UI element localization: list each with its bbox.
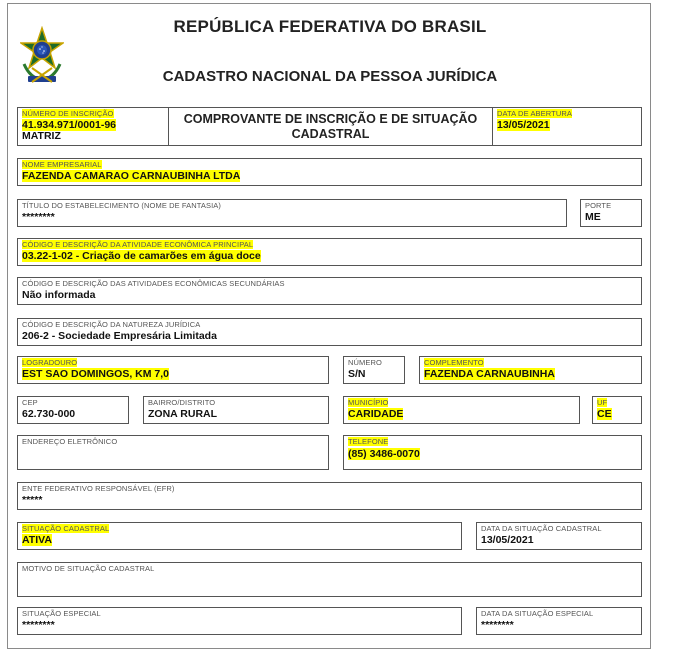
email-label: ENDEREÇO ELETRÔNICO [22, 437, 118, 446]
telefone-field [343, 435, 642, 470]
natureza-juridica-label: CÓDIGO E DESCRIÇÃO DA NATUREZA JURÍDICA [22, 320, 201, 329]
bairro-field [143, 396, 329, 424]
atividades-secundarias-label: CÓDIGO E DESCRIÇÃO DAS ATIVIDADES ECONÔMICAS SECUNDÁRIAS [22, 279, 285, 288]
abertura-value: 13/05/2021 [497, 119, 550, 131]
situacao-especial-label: SITUAÇÃO ESPECIAL [22, 609, 101, 618]
inscricao-label: NÚMERO DE INSCRIÇÃO [22, 109, 114, 118]
situacao-cadastral-field [17, 522, 462, 550]
porte-label: PORTE [585, 201, 612, 210]
comprovante-title [169, 112, 492, 142]
motivo-situacao-label: MOTIVO DE SITUAÇÃO CADASTRAL [22, 564, 155, 573]
efr-field [17, 482, 642, 510]
numero-field [343, 356, 405, 384]
logradouro-label: LOGRADOURO [22, 358, 78, 367]
email-field [17, 435, 329, 470]
inscricao-field [17, 107, 169, 146]
nome-empresarial-value: FAZENDA CAMARAO CARNAUBINHA LTDA [22, 170, 241, 182]
situacao-cadastral-label: SITUAÇÃO CADASTRAL [22, 524, 110, 533]
municipio-value: CARIDADE [348, 408, 404, 420]
atividade-principal-value: 03.22-1-02 - Criação de camarões em água doce [22, 250, 261, 262]
data-situacao-cadastral-label: DATA DA SITUAÇÃO CADASTRAL [481, 524, 602, 533]
atividades-secundarias-field [17, 277, 642, 305]
bairro-label: BAIRRO/DISTRITO [148, 398, 216, 407]
abertura-label: DATA DE ABERTURA [497, 109, 572, 118]
data-situacao-especial-value: ******** [481, 619, 514, 631]
porte-value: ME [585, 211, 601, 223]
comprovante-title-line1: COMPROVANTE DE INSCRIÇÃO E DE SITUAÇÃO [183, 112, 478, 126]
nome-fantasia-value: ******** [22, 211, 55, 223]
natureza-juridica-field [17, 318, 642, 346]
page-subtitle: CADASTRO NACIONAL DA PESSOA JURÍDICA [162, 68, 498, 85]
bairro-value: ZONA RURAL [148, 408, 218, 420]
cep-field [17, 396, 129, 424]
situacao-especial-field [17, 607, 462, 635]
logradouro-field [17, 356, 329, 384]
data-situacao-cadastral-value: 13/05/2021 [481, 534, 534, 546]
nome-fantasia-label: TÍTULO DO ESTABELECIMENTO (NOME DE FANTASIA) [22, 201, 222, 210]
data-situacao-especial-label: DATA DA SITUAÇÃO ESPECIAL [481, 609, 594, 618]
inscricao-tipo: MATRIZ [22, 130, 61, 142]
complemento-value: FAZENDA CARNAUBINHA [424, 368, 555, 380]
telefone-label: TELEFONE [348, 437, 389, 446]
inscricao-value: 41.934.971/0001-96 [22, 119, 117, 131]
cep-value: 62.730-000 [22, 408, 76, 420]
comprovante-title-line2: CADASTRAL [291, 127, 370, 141]
motivo-situacao-field [17, 562, 642, 597]
complemento-label: COMPLEMENTO [424, 358, 484, 367]
efr-label: ENTE FEDERATIVO RESPONSÁVEL (EFR) [22, 484, 175, 493]
uf-value: CE [597, 408, 612, 420]
uf-field [592, 396, 642, 424]
complemento-field [419, 356, 642, 384]
nome-empresarial-label: NOME EMPRESARIAL [22, 160, 102, 169]
data-situacao-cadastral-field [476, 522, 642, 550]
nome-empresarial-field [17, 158, 642, 186]
efr-value: ***** [22, 494, 43, 506]
numero-value: S/N [348, 368, 366, 380]
porte-field [580, 199, 642, 227]
natureza-juridica-value: 206-2 - Sociedade Empresária Limitada [22, 330, 217, 342]
logradouro-value: EST SAO DOMINGOS, KM 7,0 [22, 368, 170, 380]
cep-label: CEP [22, 398, 38, 407]
telefone-value: (85) 3486-0070 [348, 448, 420, 460]
nome-fantasia-field [17, 199, 567, 227]
comprovante-title-box [168, 107, 493, 146]
abertura-field [492, 107, 642, 146]
atividade-principal-label: CÓDIGO E DESCRIÇÃO DA ATIVIDADE ECONÔMICA PRINCIPAL [22, 240, 254, 249]
atividades-secundarias-value: Não informada [22, 289, 96, 301]
municipio-label: MUNICÍPIO [348, 398, 389, 407]
uf-label: UF [597, 398, 608, 407]
situacao-cadastral-value: ATIVA [22, 534, 52, 546]
atividade-principal-field [17, 238, 642, 266]
numero-label: NÚMERO [348, 358, 382, 367]
municipio-field [343, 396, 580, 424]
data-situacao-especial-field [476, 607, 642, 635]
situacao-especial-value: ******** [22, 619, 55, 631]
page-title: REPÚBLICA FEDERATIVA DO BRASIL [173, 17, 487, 36]
